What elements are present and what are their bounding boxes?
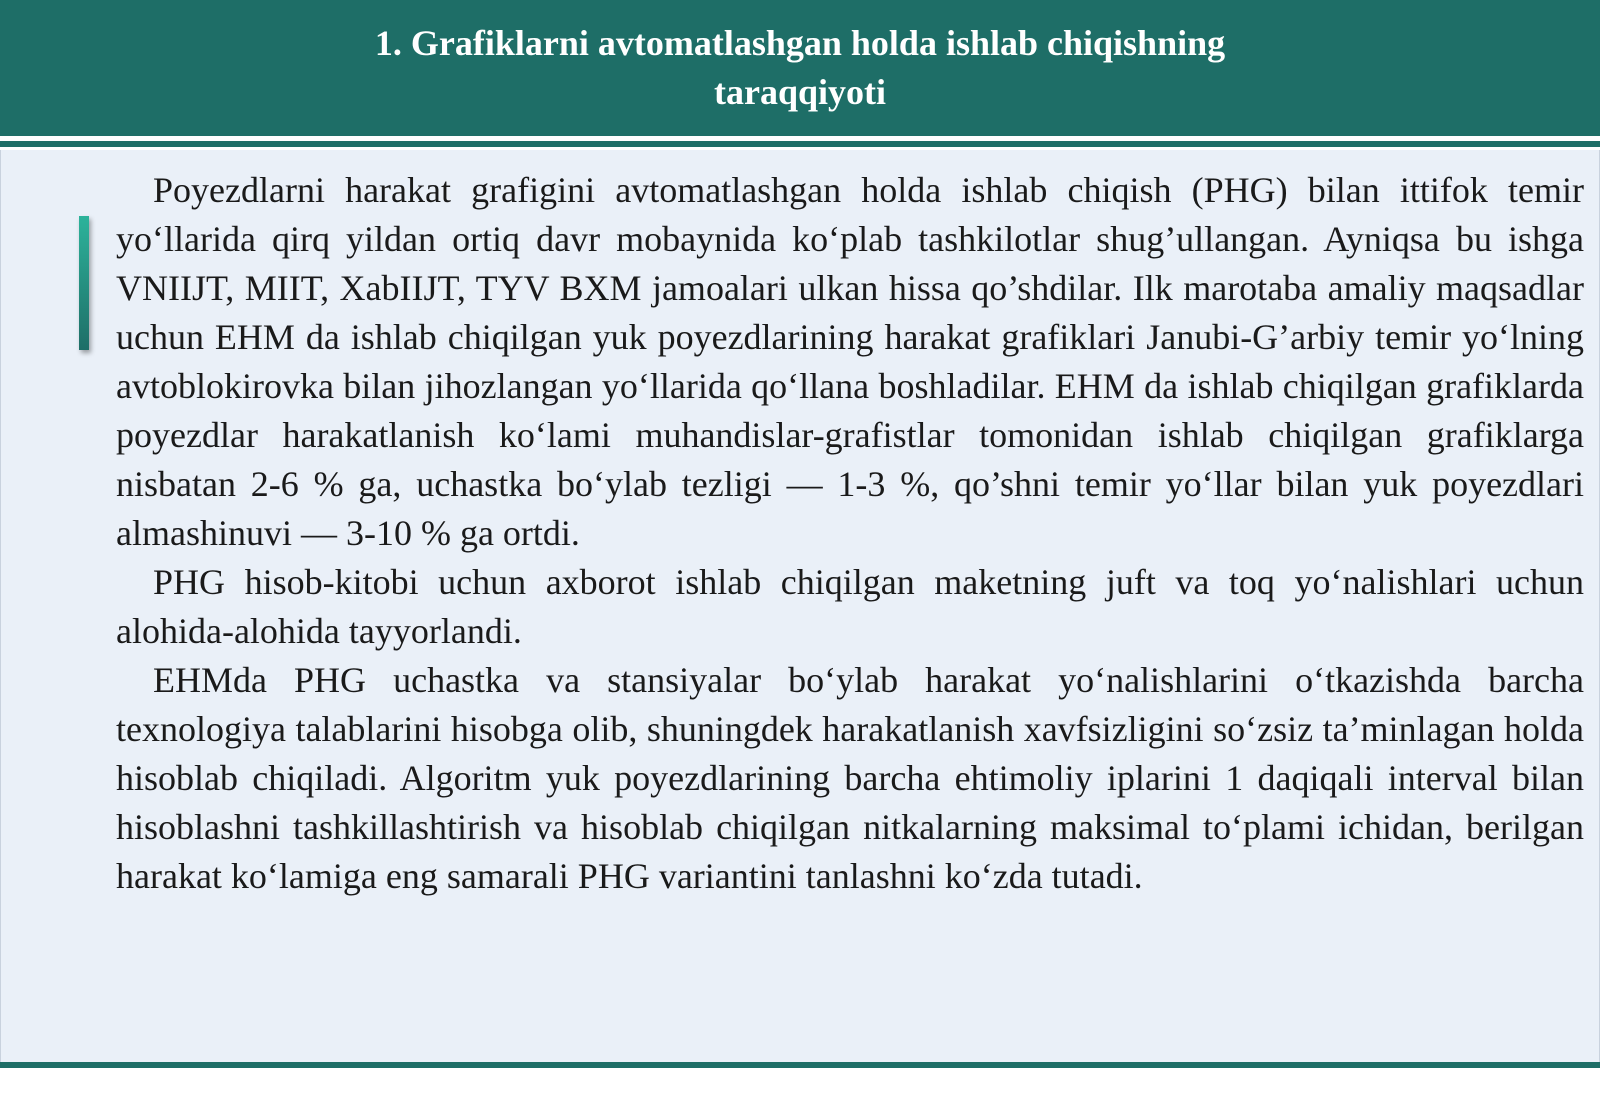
title-divider: [0, 141, 1600, 147]
slide-body: [116, 166, 1584, 901]
slide-title-bar: [0, 0, 1600, 136]
paragraph-1: Poyezdlarni harakat grafigini avtomatlashgan holda ishlab chiqish (PHG) bilan ittifok temir yo‘llarida qirq yildan ortiq davr mobaynida ko‘plab tashkilotlar shug’ullangan. Ayniqsa bu ishga VNIIJT, MIIT, XabIIJT, TYV BXM jamoalari ulkan hissa qo’shdilar. Ilk marotaba amaliy maqsadlar uchun EHM da ishlab chiqilgan yuk poyezdlarining harakat grafiklari Janubi-G’arbiy temir yo‘lning avtoblokirovka bilan jihozlangan yo‘llarida qo‘llana boshladilar. EHM da ishlab chiqilgan grafiklarda poyezdlar harakatlanish ko‘lami muhandislar-grafistlar tomonidan ishlab chiqilgan grafiklarga nisbatan 2-6 % ga, uchastka bo‘ylab tezligi — 1-3 %, qo’shni temir yo‘llar bilan yuk poyezdlari almashinuvi — 3-10 % ga ortdi.: [116, 170, 1584, 553]
paragraph-2: PHG hisob-kitobi uchun axborot ishlab chiqilgan maketning juft va toq yo‘nalishlari uchun alohida-alohida tayyorlandi.: [116, 562, 1584, 651]
bottom-divider: [0, 1062, 1600, 1068]
slide-title: 1. Grafiklarni avtomatlashgan holda ishlab chiqishning taraqqiyoti: [374, 23, 1226, 112]
paragraph-3: EHMda PHG uchastka va stansiyalar bo‘ylab harakat yo‘nalishlarini o‘tkazishda barcha texnologiya talablarini hisobga olib, shuningdek harakatlanish xavfsizligini so‘zsiz ta’minlagan holda hisoblab chiqiladi. Algoritm yuk poyezdlarining barcha ehtimoliy iplarini 1 daqiqali interval bilan hisoblashni tashkillashtirish va hisoblab chiqilgan nitkalarning maksimal to‘plami ichidan, berilgan harakat ko‘lamiga eng samarali PHG variantini tanlashni ko‘zda tutadi.: [116, 660, 1584, 896]
accent-bar: [79, 216, 89, 350]
